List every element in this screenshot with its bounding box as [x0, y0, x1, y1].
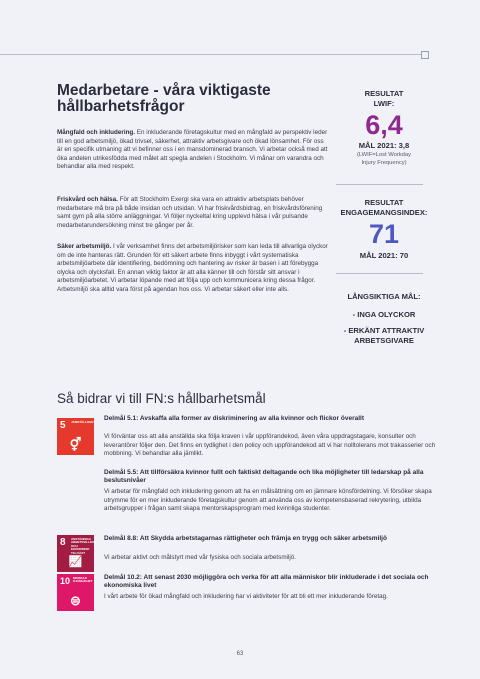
sdg-target-text: Vi arbetar för mångfald och inkludering genom att ha en målsättning om en jämnare könsfördelning. Vi försöker skapa utrymme för en mer inkluderande företagskultur genom att använda oss av kompetensbaserad rekrytering, utbilda arbetsgrupper i frågan samt skapa mentorskapsprogram med kvinnliga studenter.: [104, 488, 432, 513]
long-term-goal-line: ARBETSGIVARE: [354, 336, 414, 345]
page-number: 63: [236, 651, 244, 657]
sdg-number: 5: [60, 420, 66, 431]
top-rule-endmark: [421, 51, 429, 59]
kpi-value: 71: [368, 219, 400, 249]
top-rule: [0, 54, 421, 55]
paragraph-text: För att Stockholm Exergi ska vara en attraktiv arbetsplats behöver medarbetare må bra på både insidan och utsidan. Vi har friskvårdsbidrag, en friskvårdsförening samt gym på alla större anläggningar. Vi följer nyckeltal kring upplevd hälsa i vår pulsande medarbetarundersökning minst tre gånger per år.: [57, 196, 323, 229]
paragraph-diversity: [57, 129, 329, 172]
sdg-5-icon: [57, 418, 94, 455]
kpi-note: (LWIF=Lost Workday: [356, 152, 412, 158]
sdg-label: ANSTÄNDIGA ARBETSVILLKOR OCH EKONOMISK TILLVÄXT: [71, 537, 97, 555]
kpi-engagement: [330, 198, 438, 260]
kpi-label: RESULTAT: [364, 198, 404, 207]
reduced-inequality-icon: ⊜: [70, 593, 81, 608]
sdg-label: JÄMSTÄLLDHET: [71, 420, 96, 424]
kpi-divider: [336, 184, 423, 185]
kpi-goal: MÅL 2021: 70: [359, 251, 409, 260]
kpi-label: ENGAGEMANGSINDEX:: [340, 208, 428, 217]
long-term-goal-line: - ERKÄNT ATTRAKTIV: [343, 326, 425, 335]
kpi-lwif: [330, 89, 438, 167]
sdg-target-text: Vi förväntar oss att alla anställda ska följa kraven i vår uppförandekod, även våra uppdragstagare, konsulter och leverantörer följer den. Det finns en tydlighet i den policy och uppförandekod att vi har nolltolerans mot trakasserier och mobbning. Vi behandlar alla jämlikt.: [104, 433, 436, 458]
kpi-label: RESULTAT: [364, 89, 404, 98]
sdg-10-icon: [57, 574, 94, 611]
kpi-divider: [336, 273, 423, 274]
paragraph-safety: [57, 243, 329, 295]
paragraph-text: En inkluderande företagskultur med en mångfald av perspektiv leder till en god arbetsmiljö, ökad trivsel, säkerhet, attraktiv arbetsgivare och ökad lönsamhet. För oss är en specifik utmaning att vi befinner oss i en mansdominerad bransch. Vi arbetar också med att öka andelen utrikesfödda med målet att spegla andelen i Stockholm. Vi månar om varandra och behandlar alla med respekt.: [57, 129, 328, 171]
sdg-label: MINSKAD OJÄMLIKHET: [73, 576, 93, 584]
long-term-goal: - INGA OLYCKOR: [352, 310, 416, 319]
sdg-target-text: I vårt arbete för ökad mångfald och inkludering har vi aktiviteter för att bli ett mer inkluderande företag.: [104, 593, 388, 600]
sdg-target-heading: Delmål 8.8: Att Skydda arbetstagarnas rättigheter och främja en trygg och säker arbetsmiljö: [104, 535, 387, 542]
paragraph-health: [57, 196, 329, 230]
long-term-goal: [330, 326, 438, 346]
page-title-line: Medarbetare - våra viktigaste: [57, 82, 271, 99]
paragraph-text: I vår verksamhet finns det arbetsmiljörisker som kan leda till allvarliga olyckor om de inte hanteras rätt. Grunden för ett säkert arbete finns inbyggt i vårt systematiska arbetsmiljöarbete där identifiering, bedömning och hantering av risker är basen i att förebygga olycka och olycksfall. En annan viktig faktor är att alla känner till och förstår sitt ansvar i arbetsmiljöarbetet. Vi arbetar löpande med att följa upp och kommunicera kring dessa frågor. Arbetsmiljö ska alltid vara först på agendan hos oss. Vi arbetar säkert eller inte alls.: [57, 243, 328, 293]
kpi-note: Injury Frequency): [361, 159, 407, 166]
sdg-target-heading: Delmål 10.2: Att senast 2030 möjliggöra och verka för att alla människor blir inkluderade i det sociala och ekonomiska livet: [104, 574, 429, 590]
sdg-number: 8: [60, 537, 66, 548]
paragraph-lead: Säker arbetsmiljö.: [57, 243, 112, 250]
kpi-goal: MÅL 2021: 3,8: [358, 141, 410, 150]
sdg-target-text: Vi arbetar aktivt och målstyrt med vår fysiska och sociala arbetsmiljö.: [104, 554, 297, 561]
paragraph-lead: Friskvård och hälsa.: [57, 196, 118, 203]
long-term-goals-heading: LÅNGSIKTIGA MÅL:: [347, 292, 421, 301]
sdg-target-heading: Delmål 5.5: Att tillförsäkra kvinnor fullt och faktiskt deltagande och lika möjligheter till ledarskap på alla beslutsnivåer: [104, 469, 424, 485]
page-title: [57, 83, 307, 115]
sdg-target-heading: Delmål 5.1: Avskaffa alla former av diskriminering av alla kvinnor och flickor överallt: [104, 415, 364, 422]
sdg-section-title: Så bidrar vi till FN:s hållbarhetsmål: [57, 391, 266, 406]
page-title-line: hållbarhetsfrågor: [57, 98, 185, 115]
gender-equality-icon: ⚥: [69, 437, 82, 452]
paragraph-lead: Mångfald och inkludering.: [57, 129, 136, 136]
sdg-8-icon: [57, 535, 97, 572]
kpi-value: 6,4: [365, 110, 403, 140]
growth-chart-icon: 📈: [68, 556, 83, 568]
kpi-label: LWIF:: [373, 99, 395, 108]
sdg-number: 10: [60, 576, 71, 586]
